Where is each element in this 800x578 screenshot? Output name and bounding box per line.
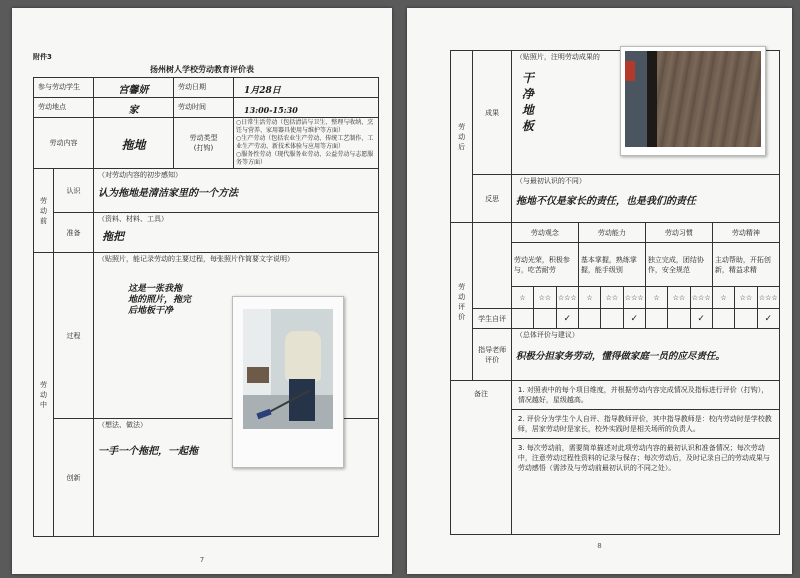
eval-label: 劳动评价 xyxy=(451,223,473,381)
page-number-left: 7 xyxy=(199,556,205,564)
cognition-value: 认为拖地是清洁家里的一个方法 xyxy=(98,188,238,199)
self-check-cell[interactable] xyxy=(645,309,667,329)
result-label: 成果 xyxy=(473,51,512,175)
note-item: 2. 评价分为学生个人自评、指导教师评价，其中指导教师是：校内劳动时是学校教师，居家劳动时是家长，校外实践时是相关场所的负责人。 xyxy=(512,410,779,439)
process-photo xyxy=(232,296,344,468)
star-cell: ☆☆☆ xyxy=(757,287,779,309)
teacher-value: 积极分担家务劳动，懂得做家庭一员的应尽责任。 xyxy=(515,351,725,362)
description-concept: 劳动光荣，积极参与，吃苦耐劳 xyxy=(511,243,578,287)
self-check-cell[interactable] xyxy=(511,309,533,329)
teacher-eval-label: 指导老师评价 xyxy=(473,329,512,381)
after-label: 劳动后 xyxy=(451,51,473,223)
result-caption-char: 净 xyxy=(521,87,534,101)
self-check-cell[interactable]: ✓ xyxy=(757,309,779,329)
left-page xyxy=(12,8,392,574)
floor-photo-image xyxy=(625,51,761,147)
self-check-cell[interactable] xyxy=(601,309,623,329)
notes-cell xyxy=(511,381,779,535)
category-spirit: 劳动精神 xyxy=(712,223,779,243)
self-check-cell[interactable] xyxy=(735,309,757,329)
cognition-cell xyxy=(94,169,379,213)
process-caption-line: 这是一张我拖 xyxy=(128,284,183,294)
self-check-cell[interactable] xyxy=(668,309,690,329)
self-check-cell[interactable] xyxy=(534,309,556,329)
star-cell: ☆ xyxy=(511,287,533,309)
result-caption-char: 干 xyxy=(521,71,534,85)
reflect-cell xyxy=(511,175,779,223)
prep-label: 准备 xyxy=(54,213,94,253)
star-cell: ☆☆☆ xyxy=(690,287,712,309)
star-cell: ☆☆ xyxy=(735,287,757,309)
star-cell: ☆☆ xyxy=(534,287,556,309)
description-ability: 基本掌握，熟练掌握，能手级别 xyxy=(578,243,645,287)
process-prompt: （贴照片，能记录劳动的主要过程，每张照片作简要文字说明） xyxy=(98,255,294,263)
star-cell: ☆ xyxy=(578,287,600,309)
type-option-service[interactable]: ○服务性劳动（现代服务业劳动、公益劳动与志愿服务等方面） xyxy=(236,151,374,166)
star-cell: ☆☆☆ xyxy=(623,287,645,309)
process-caption-line: 地的照片，拖完 xyxy=(128,295,192,305)
place-label: 劳动地点 xyxy=(34,98,94,118)
notes-label: 备注 xyxy=(451,381,512,535)
process-caption-line: 后地板干净 xyxy=(128,306,174,316)
category-ability: 劳动能力 xyxy=(578,223,645,243)
self-check-cell[interactable] xyxy=(712,309,734,329)
prep-prompt: （资料、材料、工具） xyxy=(98,215,168,223)
note-item: 1. 对照表中的每个项目维度，并根据劳动内容完成情况及指标进行评价（打钩），情况越好，星级越高。 xyxy=(512,381,779,410)
type-label-cell xyxy=(174,118,234,169)
self-eval-label: 学生自评 xyxy=(473,309,512,329)
prep-value: 拖把 xyxy=(102,230,124,243)
result-prompt: （贴照片，注明劳动成果的 xyxy=(515,53,600,61)
innovation-label: 创新 xyxy=(54,419,94,537)
time-value: 13:00-15:30 xyxy=(244,105,298,115)
during-label: 劳动中 xyxy=(34,253,54,537)
category-concept: 劳动观念 xyxy=(511,223,578,243)
self-check-cell[interactable] xyxy=(578,309,600,329)
right-page xyxy=(407,8,792,574)
star-cell: ☆☆ xyxy=(601,287,623,309)
star-cell: ☆☆☆ xyxy=(556,287,578,309)
teacher-eval-cell xyxy=(511,329,779,381)
place-value: 家 xyxy=(128,105,139,116)
date-value: 1月28日 xyxy=(244,86,281,96)
mopping-photo-image xyxy=(243,309,333,429)
reflect-prompt: （与最初认识的不同） xyxy=(515,177,586,185)
content-label: 劳动内容 xyxy=(34,118,94,169)
result-caption-char: 板 xyxy=(521,119,534,133)
time-label: 劳动时间 xyxy=(174,98,234,118)
type-option-production[interactable]: ○生产劳动（包括农业生产劳动、传统工艺制作、工业生产劳动、新技术体验与应用等方面） xyxy=(236,135,374,150)
participant-name: 宫馨妍 xyxy=(118,85,149,96)
result-caption-char: 地 xyxy=(521,103,534,117)
star-cell: ☆ xyxy=(712,287,734,309)
note-item: 3. 每次劳动前，需要简单描述对此项劳动内容的最初认识和准备情况；每次劳动中，注意劳动过程性资料的记录与保存；每次劳动后，及时记录自己的劳动成果与劳动感悟（需涉及与劳动前最初认识的不同之处）。 xyxy=(517,444,770,472)
innovation-prompt: （想法、做法） xyxy=(98,421,147,429)
self-eval-row xyxy=(451,309,780,329)
type-option-daily[interactable]: ○日常生活劳动（包括清洁与卫生、整理与收纳、烹饪与营养、家用器具使用与维护等方面） xyxy=(236,119,374,134)
type-sub-label: (打钩) xyxy=(193,144,214,152)
prep-cell xyxy=(94,213,379,253)
cognition-label: 认识 xyxy=(54,169,94,213)
date-label: 劳动日期 xyxy=(174,78,234,98)
page-number-right: 8 xyxy=(597,542,602,550)
before-label: 劳动前 xyxy=(34,169,54,253)
self-check-cell[interactable]: ✓ xyxy=(623,309,645,329)
process-label: 过程 xyxy=(54,253,94,419)
cognition-prompt: （对劳动内容的初步感知） xyxy=(98,171,182,179)
reflect-value: 拖地不仅是家长的责任，也是我们的责任 xyxy=(515,196,696,207)
result-photo xyxy=(620,46,766,156)
innovation-value: 一手一个拖把，一起拖 xyxy=(98,446,198,457)
teacher-prompt: （总体评价与建议） xyxy=(515,331,579,339)
form-title: 扬州树人学校劳动教育评价表 xyxy=(150,65,254,74)
category-habit: 劳动习惯 xyxy=(645,223,712,243)
star-cell: ☆☆ xyxy=(668,287,690,309)
type-label: 劳动类型 xyxy=(189,134,218,142)
description-spirit: 主动帮助，开拓创新，精益求精 xyxy=(712,243,779,287)
star-cell: ☆ xyxy=(645,287,667,309)
description-habit: 独立完成，团结协作，安全规范 xyxy=(645,243,712,287)
content-value: 拖地 xyxy=(121,137,146,152)
self-check-cell[interactable]: ✓ xyxy=(556,309,578,329)
attachment-label: 附件3 xyxy=(33,53,52,61)
self-check-cell[interactable]: ✓ xyxy=(690,309,712,329)
participant-label: 参与劳动学生 xyxy=(34,78,94,98)
reflect-label: 反思 xyxy=(473,175,512,223)
type-options xyxy=(234,118,379,169)
